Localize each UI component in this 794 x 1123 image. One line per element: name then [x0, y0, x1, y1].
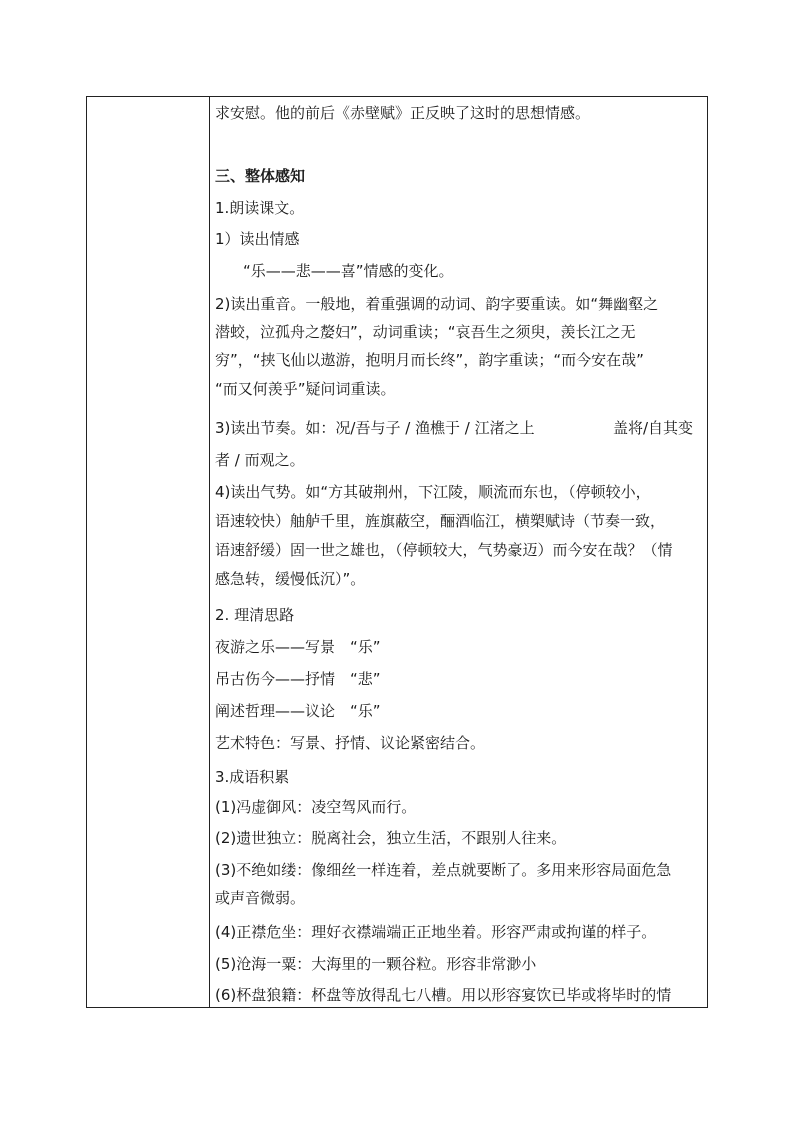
text-line: 或声音微弱。: [215, 889, 306, 907]
text-line: “乐——悲——喜”情感的变化。: [243, 262, 454, 280]
text-line: 语速舒缓）固一世之雄也，（停顿较大，气势豪迈）而今安在哉？（情: [215, 541, 673, 559]
text-line: 盖将/自其变: [613, 419, 694, 437]
text-line: 感急转，缓慢低沉）”。: [215, 570, 366, 588]
text-line: “而又何羡乎”疑问词重读。: [215, 380, 396, 398]
text-line: (2)遗世独立：脱离社会，独立生活，不跟别人往来。: [215, 829, 567, 847]
text-line: 3)读出节奏。如：况/吾与子 / 渔樵于 / 江渚之上: [215, 419, 535, 437]
text-line: 3.成语积累: [215, 768, 290, 786]
section-heading: 三、整体感知: [215, 167, 306, 185]
text-line: 阐述哲理——议论 “乐”: [215, 702, 381, 720]
text-line: (5)沧海一粟：大海里的一颗谷粒。形容非常渺小: [215, 955, 537, 973]
lesson-table: [86, 96, 708, 1008]
text-line: 2. 理清思路: [215, 606, 295, 624]
text-line: 语速较快）舳舻千里，旌旗蔽空，酾酒临江，横槊赋诗（节奏一致，: [215, 512, 666, 530]
text-line: (1)冯虚御风：凌空驾风而行。: [215, 798, 417, 816]
text-line: 夜游之乐——写景 “乐”: [215, 638, 381, 656]
text-line: 穷”，“挟飞仙以遨游，抱明月而长终”，韵字重读；“而今安在哉”: [215, 351, 644, 369]
text-line: 潜蛟，泣孤舟之嫠妇”，动词重读；“哀吾生之须臾，羡长江之无: [215, 323, 636, 341]
text-line: 者 / 而观之。: [215, 451, 305, 469]
text-line: 2)读出重音。一般地，着重强调的动词、韵字要重读。如“舞幽壑之: [215, 295, 659, 313]
text-line: 1）读出情感: [215, 230, 300, 248]
lesson-content-cell: [215, 97, 703, 1007]
text-line: 艺术特色：写景、抒情、议论紧密结合。: [215, 734, 486, 752]
text-line: 求安慰。他的前后《赤壁赋》正反映了这时的思想情感。: [215, 104, 591, 122]
text-line: 1.朗读课文。: [215, 199, 305, 217]
text-line: (6)杯盘狼籍：杯盘等放得乱七八槽。用以形容宴饮已毕或将毕时的情: [215, 986, 672, 1004]
text-line: 吊古伤今——抒情 “悲”: [215, 670, 381, 688]
text-line: (4)正襟危坐：理好衣襟端端正正地坐着。形容严肃或拘谨的样子。: [215, 923, 657, 941]
text-line: (3)不绝如缕：像细丝一样连着，差点就要断了。多用来形容局面危急: [215, 861, 672, 879]
column-divider: [209, 97, 210, 1007]
text-line: 4)读出气势。如“方其破荆州，下江陵，顺流而东也，（停顿较小，: [215, 483, 651, 501]
